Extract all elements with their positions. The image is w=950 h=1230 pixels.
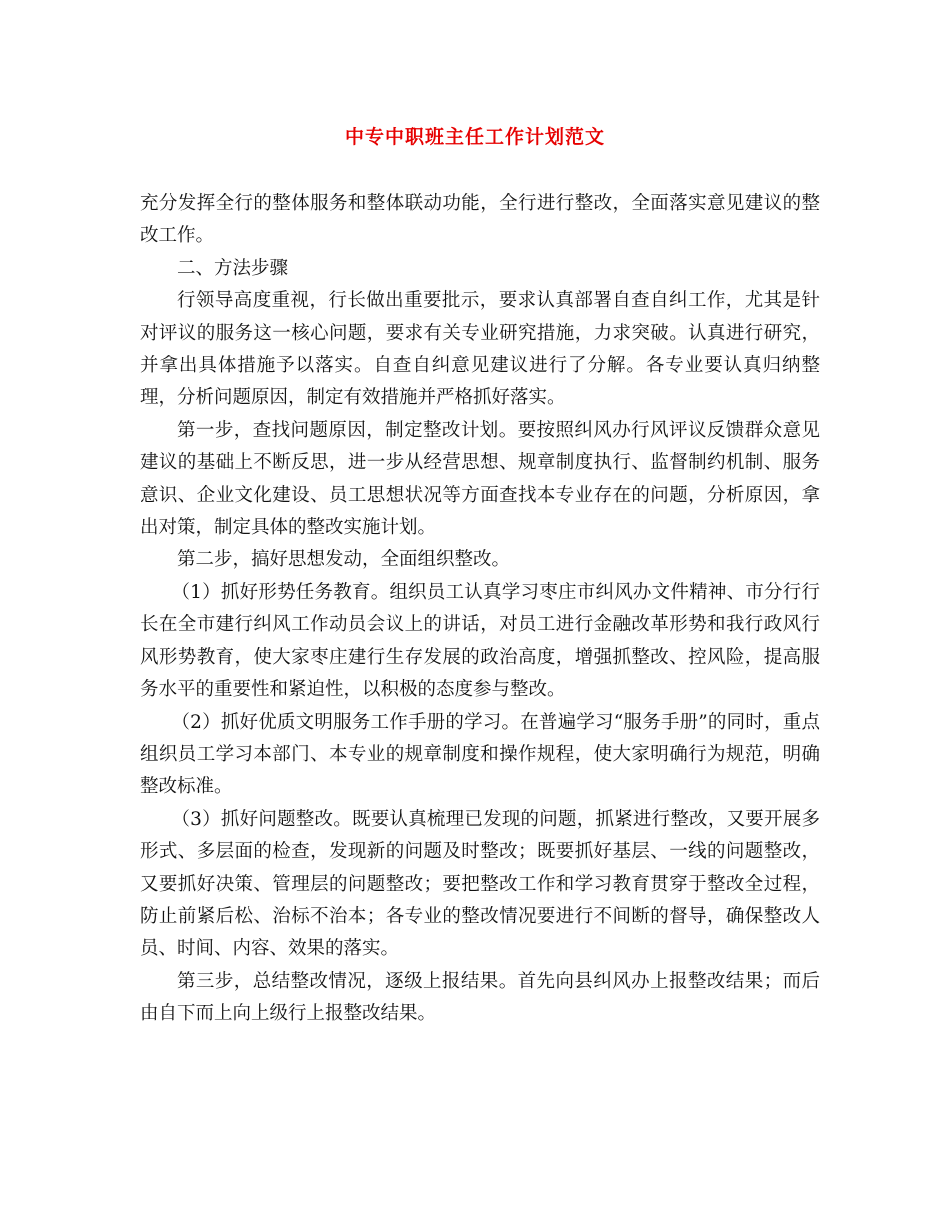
paragraph-item-3: （3）抓好问题整改。既要认真梳理已发现的问题，抓紧进行整改，又要开展多形式、多层面的检查，发现新的问题及时整改；既要抓好基层、一线的问题整改，又要抓好决策、管理层的问题整改；要把整改工作和学习教育贯穿于整改全过程，防止前紧后松、治标不治本；各专业的整改情况要进行不间断的督导，确保整改人员、时间、内容、效果的落实。 xyxy=(140,808,820,960)
paragraph-item-2: （2）抓好优质文明服务工作手册的学习。在普遍学习“服务手册”的同时，重点组织员工学习本部门、本专业的规章制度和操作规程，使大家明确行为规范，明确整改标准。 xyxy=(140,711,820,798)
paragraph-step-two: 第二步，搞好思想发动，全面组织整改。 xyxy=(177,549,511,571)
paragraph-leadership: 行领导高度重视，行长做出重要批示，要求认真部署自查自纠工作，尤其是针对评议的服务这一核心问题，要求有关专业研究措施，力求突破。认真进行研究，并拿出具体措施予以落实。自查自纠意见建议进行了分解。各专业要认真归纳整理，分析问题原因，制定有效措施并严格抓好落实。 xyxy=(140,290,820,409)
document-body xyxy=(140,188,820,1031)
paragraph-step-three: 第三步，总结整改情况，逐级上报结果。首先向县纠风办上报整改结果；而后由自下而上向上级行上报整改结果。 xyxy=(140,970,820,1025)
paragraph-item-1: （1）抓好形势任务教育。组织员工认真学习枣庄市纠风办文件精神、市分行行长在全市建行纠风工作动员会议上的讲话，对员工进行金融改革形势和我行政风行风形势教育，使大家枣庄建行生存发展的政治高度，增强抓整改、控风险，提高服务水平的重要性和紧迫性，以积极的态度参与整改。 xyxy=(140,581,820,701)
document-title: 中专中职班主任工作计划范文 xyxy=(344,126,605,148)
paragraph-intro: 充分发挥全行的整体服务和整体联动功能，全行进行整改，全面落实意见建议的整改工作。 xyxy=(140,193,820,247)
paragraph-step-one: 第一步，查找问题原因，制定整改计划。要按照纠风办行风评议反馈群众意见建议的基础上不断反思，进一步从经营思想、规章制度执行、监督制约机制、服务意识、企业文化建设、员工思想状况等方面查找本专业存在的问题，分析原因，拿出对策，制定具体的整改实施计划。 xyxy=(140,419,820,539)
section-heading: 二、方法步骤 xyxy=(177,257,289,279)
